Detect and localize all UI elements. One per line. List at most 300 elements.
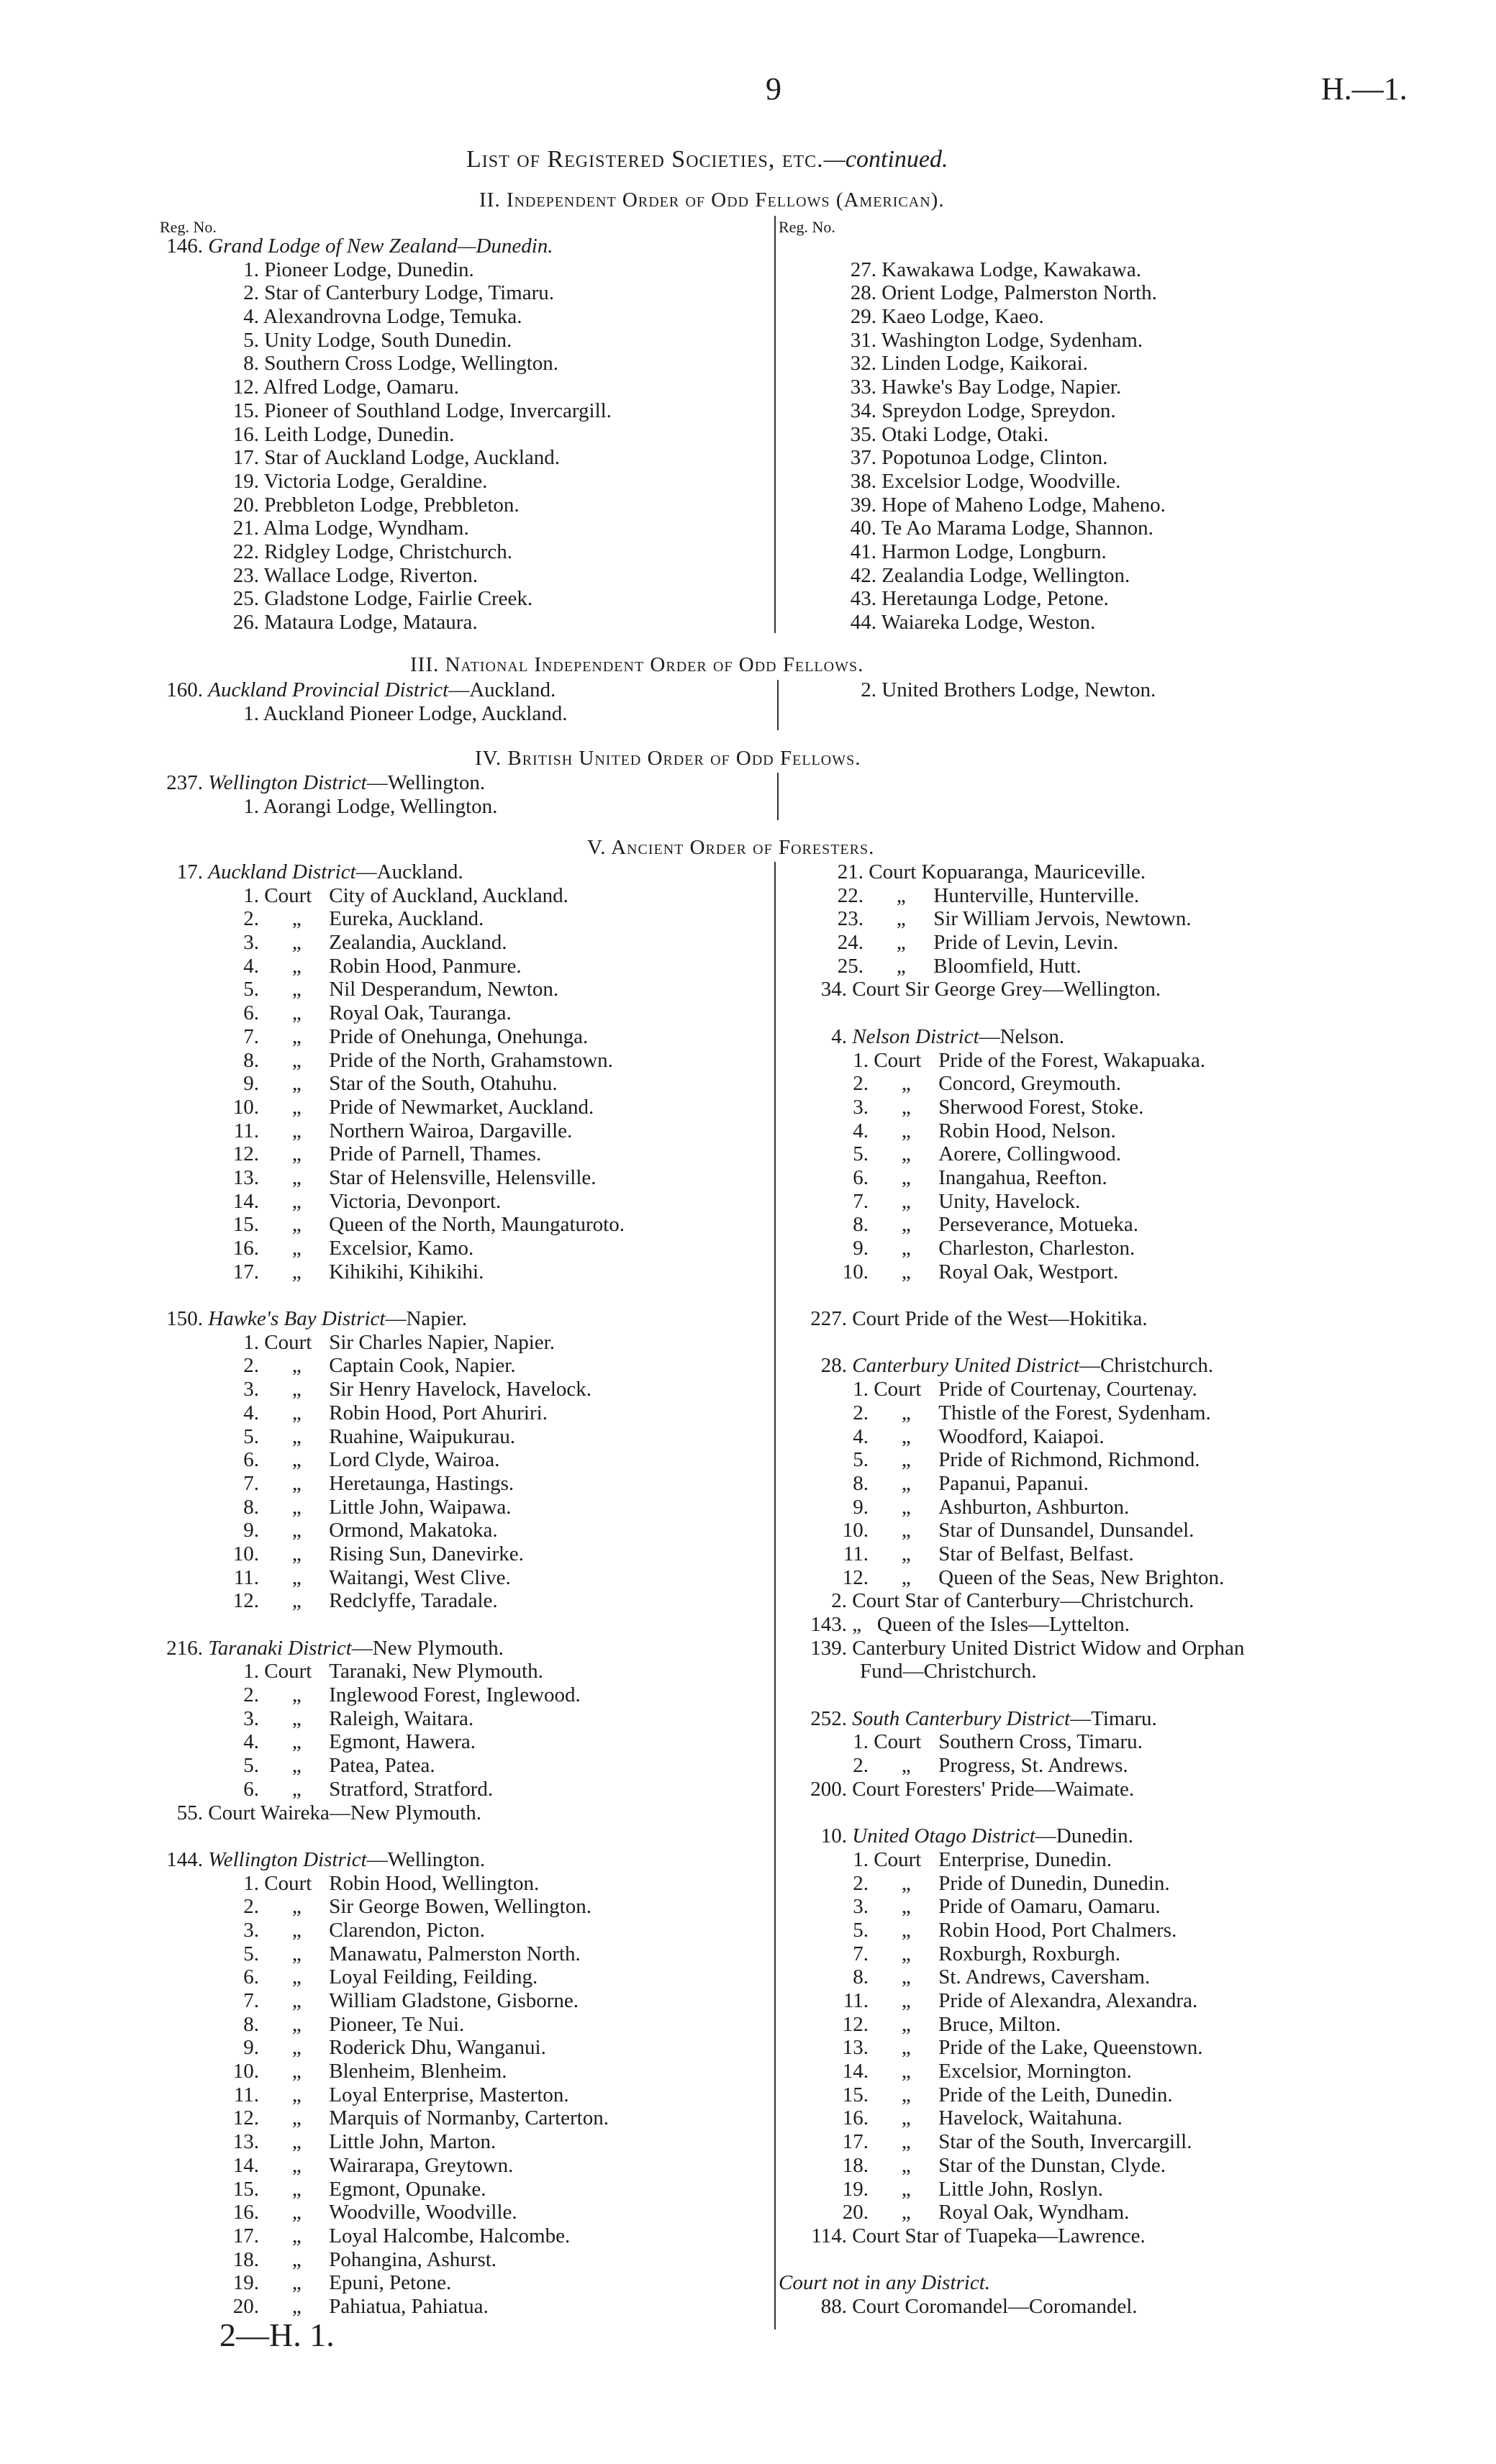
- court-name: Southern Cross, Timaru.: [938, 1730, 1143, 1754]
- reg-number: 10.: [842, 1519, 869, 1542]
- list-item: [826, 281, 1166, 305]
- list-item: [826, 540, 1166, 564]
- court-item: [160, 1401, 625, 1425]
- reg-number: 8.: [243, 1495, 259, 1519]
- section-5-left-column: [160, 860, 625, 2319]
- lodge-name: Zealandia Lodge, Wellington.: [881, 563, 1130, 587]
- reg-number: 31.: [850, 328, 876, 352]
- reg-number: 237.: [166, 771, 203, 794]
- court-name: Sir William Jervois, Newtown.: [933, 907, 1192, 931]
- court-name: Clarendon, Picton.: [329, 1918, 485, 1942]
- reg-number: 11.: [233, 1565, 259, 1589]
- court-item: [160, 1472, 625, 1496]
- district-line: [779, 1025, 1244, 1049]
- lodge-name: Kaeo Lodge, Kaeo.: [881, 305, 1044, 329]
- court-name: Court Pride of the West—Hokitika.: [852, 1307, 1148, 1331]
- lodge-line: [160, 305, 612, 329]
- court-item: [160, 1378, 625, 1401]
- court-item: [779, 2083, 1244, 2107]
- list-item: [779, 978, 1244, 1001]
- reg-number: 14.: [232, 1189, 259, 1213]
- reg-number: 1.: [243, 701, 259, 725]
- reg-number: 227.: [810, 1307, 847, 1331]
- lodge-line: [160, 795, 497, 819]
- ditto-mark: „: [901, 1448, 911, 1472]
- ditto-mark: „: [291, 1730, 302, 1754]
- court-name: Rising Sun, Danevirke.: [329, 1542, 524, 1565]
- reg-number: 28.: [820, 1354, 847, 1378]
- reg-number: 5.: [853, 1142, 869, 1166]
- reg-number: 1.: [243, 1660, 259, 1683]
- lodge-line: [160, 494, 612, 517]
- lodge-line: [160, 564, 612, 588]
- court-item: [160, 1895, 625, 1919]
- list-item: [779, 1637, 1244, 1660]
- list-item: [826, 611, 1166, 635]
- court-item: [779, 1213, 1244, 1237]
- court-item: [160, 1049, 625, 1073]
- court-name: William Gladstone, Gisborne.: [329, 1989, 579, 2012]
- reg-number: 6.: [243, 1448, 259, 1472]
- court-name: Little John, Marton.: [329, 2130, 497, 2154]
- lodge-line: [160, 611, 612, 635]
- district-line: [160, 860, 625, 884]
- reg-number: 146.: [166, 235, 203, 258]
- court-word: Court: [264, 1871, 312, 1895]
- reg-number: 37.: [850, 446, 876, 470]
- court-item: [160, 1754, 625, 1778]
- court-name: Court Coromandel—Coromandel.: [852, 2294, 1138, 2318]
- list-item: [826, 376, 1166, 399]
- lodge-name: Southern Cross Lodge, Wellington.: [264, 352, 558, 376]
- district-name: Nelson District: [852, 1024, 979, 1048]
- court-item: [160, 1260, 625, 1284]
- court-name: Star of the South, Otahuhu.: [329, 1072, 558, 1096]
- court-item: [160, 1354, 625, 1378]
- court-name: Pride of Onehunga, Onehunga.: [329, 1024, 589, 1048]
- reg-number: 22.: [837, 883, 863, 907]
- court-name: Heretaunga, Hastings.: [329, 1471, 514, 1495]
- reg-number: 4.: [831, 1024, 847, 1048]
- ditto-mark: „: [901, 1942, 911, 1965]
- reg-number: 2.: [243, 907, 259, 931]
- court-item: [160, 1119, 625, 1143]
- court-word: Court: [264, 1660, 312, 1683]
- ditto-mark: „: [901, 1424, 911, 1448]
- reg-number: 10.: [842, 1260, 869, 1283]
- court-name: Havelock, Waitahuna.: [938, 2106, 1123, 2130]
- grand-lodge-name: Grand Lodge of New Zealand—Dunedin.: [208, 235, 553, 258]
- lodge-name: Linden Lodge, Kaikorai.: [881, 352, 1088, 376]
- court-name: Zealandia, Auckland.: [329, 931, 507, 955]
- reg-number: 34.: [850, 399, 876, 422]
- court-name: Little John, Waipawa.: [329, 1495, 512, 1519]
- reg-number: 23.: [837, 907, 863, 931]
- reg-number: 1.: [853, 1048, 869, 1072]
- ditto-mark: „: [291, 1048, 302, 1072]
- court-item: [779, 860, 1244, 884]
- court-item: [160, 2130, 625, 2154]
- list-item: [779, 2295, 1244, 2319]
- continuation-line: Fund—Christchurch.: [860, 1660, 1037, 1683]
- list-item: [826, 517, 1166, 540]
- ditto-mark: „: [901, 1119, 911, 1142]
- court-name: Star of Helensville, Helensville.: [329, 1165, 597, 1189]
- court-item: [160, 2154, 625, 2178]
- reg-number: 26.: [232, 611, 259, 634]
- court-name: Pride of Dunedin, Dunedin.: [938, 1871, 1170, 1895]
- reg-number: 9.: [853, 1237, 869, 1260]
- reg-number: 8.: [243, 1048, 259, 1072]
- ditto-mark: „: [901, 1213, 911, 1237]
- reg-number: 8.: [243, 2012, 259, 2036]
- lodge-line: [160, 470, 612, 494]
- reg-number: 1.: [853, 1847, 869, 1871]
- court-name: Star of Belfast, Belfast.: [938, 1542, 1134, 1565]
- reg-number: 3.: [853, 1095, 869, 1119]
- court-word: Court: [874, 1847, 922, 1871]
- reg-number: 2.: [861, 678, 876, 701]
- lodge-name: Excelsior Lodge, Woodville.: [881, 469, 1121, 493]
- reg-number: 44.: [850, 611, 876, 634]
- district-name: Wellington District: [208, 771, 367, 794]
- court-item: [160, 2013, 625, 2037]
- court-item: [160, 2224, 625, 2248]
- ditto-mark: „: [901, 1565, 911, 1589]
- district-name: Hawke's Bay District: [208, 1307, 386, 1331]
- reg-number: 1.: [243, 258, 259, 281]
- section-3-right: [826, 678, 1156, 702]
- reg-number: 10.: [820, 1824, 847, 1848]
- reg-no-label-left: Reg. No.: [160, 218, 217, 236]
- list-item: [826, 352, 1166, 376]
- spacer: [779, 2248, 1244, 2272]
- court-item: [779, 884, 1244, 908]
- reg-number: 2.: [243, 1683, 259, 1707]
- court-item: [779, 2130, 1244, 2154]
- court-name: Sir Henry Havelock, Havelock.: [329, 1378, 592, 1401]
- lodge-name: Unity Lodge, South Dunedin.: [264, 328, 512, 352]
- court-name: Papanui, Papanui.: [938, 1471, 1089, 1495]
- district-line: [779, 1354, 1244, 1378]
- ditto-mark: „: [896, 883, 906, 907]
- reg-number: 15.: [232, 1213, 259, 1237]
- section-3-left: [160, 678, 567, 725]
- column-divider: [777, 680, 779, 730]
- reg-number: 11.: [843, 1542, 869, 1565]
- reg-number: 4.: [853, 1119, 869, 1142]
- district-town: —Wellington.: [366, 771, 486, 794]
- reg-number: 114.: [811, 2224, 847, 2247]
- list-item: [826, 329, 1166, 353]
- reg-number: 5.: [243, 1754, 259, 1778]
- ditto-mark: „: [901, 1965, 911, 1989]
- ditto-mark: „: [291, 907, 302, 931]
- court-item: [779, 1072, 1244, 1096]
- court-item: [779, 1496, 1244, 1519]
- ditto-mark: „: [291, 2224, 302, 2247]
- reg-number: 55.: [176, 1801, 203, 1824]
- court-item: [160, 1683, 625, 1707]
- court-name: „ Queen of the Isles—Lyttelton.: [852, 1613, 1130, 1636]
- court-item: [779, 1119, 1244, 1143]
- court-name: Excelsior, Kamo.: [329, 1237, 474, 1260]
- court-name: Inangahua, Reefton.: [938, 1165, 1107, 1189]
- not-in-district-text: Court not in any District.: [779, 2271, 991, 2295]
- district-name: Auckland District: [208, 860, 356, 883]
- reg-number: 144.: [166, 1847, 203, 1871]
- lodge-line: [160, 587, 612, 611]
- column-divider: [774, 862, 776, 2329]
- court-item: [779, 955, 1244, 978]
- court-item: [160, 2106, 625, 2130]
- reg-number: 27.: [850, 258, 876, 281]
- reg-number: 25.: [232, 587, 259, 611]
- district-town: —Timaru.: [1070, 1706, 1157, 1730]
- reg-number: 4.: [243, 305, 259, 329]
- lodge-name: Orient Lodge, Palmerston North.: [881, 281, 1157, 305]
- reg-number: 11.: [233, 2083, 259, 2106]
- reg-number: 11.: [233, 1119, 259, 1142]
- court-item: [779, 931, 1244, 955]
- ditto-mark: „: [901, 2012, 911, 2036]
- reg-number: 5.: [853, 1448, 869, 1472]
- court-item: [779, 1190, 1244, 1214]
- title-text: List of Registered Societies, etc.: [466, 146, 824, 173]
- court-name: Royal Oak, Wyndham.: [938, 2201, 1130, 2224]
- reg-number: 35.: [850, 422, 876, 446]
- ditto-mark: „: [896, 931, 906, 955]
- reg-number: 5.: [243, 978, 259, 1001]
- court-name: Inglewood Forest, Inglewood.: [329, 1683, 581, 1707]
- ditto-mark: „: [901, 2083, 911, 2106]
- court-name: Taranaki, New Plymouth.: [329, 1660, 543, 1683]
- court-item: [160, 1942, 625, 1966]
- district-line: [160, 1637, 625, 1660]
- court-item: [160, 1096, 625, 1119]
- reg-number: 5.: [243, 328, 259, 352]
- ditto-mark: „: [901, 1471, 911, 1495]
- section-heading-4: IV. British United Order of Odd Fellows.: [475, 747, 861, 770]
- reg-number: 2.: [831, 1589, 847, 1613]
- court-item: [160, 1213, 625, 1237]
- court-item: [779, 1049, 1244, 1073]
- reg-number: 23.: [232, 563, 259, 587]
- court-name: Redclyffe, Taradale.: [329, 1589, 498, 1613]
- court-item: [779, 1472, 1244, 1496]
- court-item: [160, 2036, 625, 2060]
- court-name: Pride of Levin, Levin.: [933, 931, 1119, 955]
- ditto-mark: „: [291, 931, 302, 955]
- reg-number: 1.: [853, 1730, 869, 1754]
- ditto-mark: „: [901, 1260, 911, 1283]
- reg-number: 6.: [243, 1001, 259, 1025]
- reg-number: 14.: [842, 2060, 869, 2083]
- court-name: Royal Oak, Westport.: [938, 1260, 1119, 1283]
- ditto-mark: „: [291, 1754, 302, 1778]
- court-item: [779, 907, 1244, 931]
- district-name: Canterbury United District: [852, 1354, 1080, 1378]
- reg-number: 8.: [243, 352, 259, 376]
- court-name: Robin Hood, Nelson.: [938, 1119, 1116, 1142]
- list-item: [779, 1589, 1244, 1613]
- district-name: South Canterbury District: [852, 1706, 1071, 1730]
- court-item: [779, 1965, 1244, 1989]
- lodge-line: [160, 399, 612, 423]
- court-name: Robin Hood, Port Ahuriri.: [329, 1401, 548, 1424]
- court-name: Star of the Dunstan, Clyde.: [938, 2153, 1166, 2177]
- ditto-mark: „: [291, 2083, 302, 2106]
- court-name: Pride of Alexandra, Alexandra.: [938, 1989, 1198, 2012]
- reg-number: 2.: [243, 1354, 259, 1378]
- lodge-line: [160, 446, 612, 470]
- court-name: Court Kopuaranga, Mauriceville.: [869, 860, 1146, 883]
- section-heading-2: II. Independent Order of Odd Fellows (American).: [479, 188, 945, 212]
- court-name: Ashburton, Ashburton.: [938, 1495, 1130, 1519]
- court-item: [160, 931, 625, 955]
- reg-number: 13.: [232, 2130, 259, 2154]
- ditto-mark: „: [291, 1237, 302, 1260]
- reg-number: 4.: [243, 954, 259, 978]
- ditto-mark: „: [291, 1378, 302, 1401]
- court-name: Court Foresters' Pride—Waimate.: [852, 1777, 1135, 1801]
- reg-number: 3.: [243, 931, 259, 955]
- court-item: [779, 1260, 1244, 1284]
- lodge-name: Aorangi Lodge, Wellington.: [263, 794, 498, 818]
- lodge-name: Hawke's Bay Lodge, Napier.: [881, 376, 1122, 399]
- court-name: Loyal Enterprise, Masterton.: [329, 2083, 569, 2106]
- reg-number: 40.: [850, 517, 876, 540]
- ditto-mark: „: [901, 1918, 911, 1942]
- reg-number: 150.: [166, 1307, 203, 1331]
- spacer: [160, 1283, 625, 1307]
- reg-number: 15.: [232, 399, 259, 422]
- court-item: [160, 884, 625, 908]
- court-name: Sherwood Forest, Stoke.: [938, 1095, 1144, 1119]
- reg-number: 21.: [232, 517, 259, 540]
- ditto-mark: „: [291, 2294, 302, 2318]
- district-town: —Napier.: [385, 1307, 468, 1331]
- list-item: [826, 399, 1166, 423]
- reg-number: 1.: [853, 1378, 869, 1401]
- reg-number: 16.: [842, 2106, 869, 2130]
- court-item: [160, 2178, 625, 2201]
- reg-number: 15.: [842, 2083, 869, 2106]
- reg-number: 4.: [243, 1401, 259, 1424]
- reg-number: 2.: [243, 281, 259, 305]
- court-item: [160, 1660, 625, 1683]
- ditto-mark: „: [901, 2106, 911, 2130]
- court-name: City of Auckland, Auckland.: [329, 883, 568, 907]
- court-name: Court Waireka—New Plymouth.: [208, 1801, 481, 1824]
- reg-number: 6.: [853, 1165, 869, 1189]
- reg-number: 7.: [853, 1942, 869, 1965]
- court-name: Robin Hood, Wellington.: [329, 1871, 540, 1895]
- column-divider: [774, 216, 776, 633]
- reg-number: 19.: [232, 469, 259, 493]
- ditto-mark: „: [291, 2201, 302, 2224]
- reg-number: 2.: [853, 1072, 869, 1096]
- court-name: Waitangi, West Clive.: [329, 1565, 511, 1589]
- district-town: —Dunedin.: [1035, 1824, 1133, 1848]
- reg-number: 10.: [232, 1542, 259, 1565]
- reg-number: 88.: [820, 2294, 847, 2318]
- ditto-mark: „: [901, 1142, 911, 1166]
- reg-number: 24.: [837, 931, 863, 955]
- reg-number: 9.: [243, 1072, 259, 1096]
- court-name: Progress, St. Andrews.: [938, 1754, 1128, 1778]
- ditto-mark: „: [291, 1895, 302, 1919]
- lodge-name: Popotunoa Lodge, Clinton.: [881, 446, 1108, 470]
- lodge-name: Kawakawa Lodge, Kawakawa.: [881, 258, 1141, 281]
- reg-number: 28.: [850, 281, 876, 305]
- section-5-right-column: [779, 860, 1244, 2319]
- reg-number: 4.: [243, 1730, 259, 1754]
- ditto-mark: „: [291, 1706, 302, 1730]
- court-name: Pride of the North, Grahamstown.: [329, 1048, 613, 1072]
- reg-number: 9.: [243, 2036, 259, 2060]
- section-heading-3: III. National Independent Order of Odd Fellows.: [410, 653, 864, 676]
- ditto-mark: „: [291, 1001, 302, 1025]
- ditto-mark: „: [901, 1495, 911, 1519]
- reg-number: 16.: [232, 2201, 259, 2224]
- list-item: [779, 1778, 1244, 1801]
- court-item: [160, 1025, 625, 1049]
- reg-number: 8.: [853, 1213, 869, 1237]
- ditto-mark: „: [901, 2153, 911, 2177]
- court-name: Unity, Havelock.: [938, 1189, 1081, 1213]
- court-name: St. Andrews, Caversham.: [938, 1965, 1151, 1989]
- reg-number: 1.: [243, 1330, 259, 1354]
- court-item: [779, 1566, 1244, 1590]
- court-item: [160, 1190, 625, 1214]
- reg-number: 33.: [850, 376, 876, 399]
- spacer: [826, 235, 1166, 258]
- ditto-mark: „: [901, 1165, 911, 1189]
- court-name: Excelsior, Mornington.: [938, 2060, 1132, 2083]
- reg-number: 6.: [243, 1777, 259, 1801]
- lodge-name: Auckland Pioneer Lodge, Auckland.: [263, 701, 568, 725]
- court-name: Star of Dunsandel, Dunsandel.: [938, 1519, 1194, 1542]
- lodge-name: Harmon Lodge, Longburn.: [881, 540, 1107, 563]
- reg-number: 252.: [810, 1706, 847, 1730]
- spacer: [779, 1283, 1244, 1307]
- ditto-mark: „: [901, 1401, 911, 1424]
- district-line: [779, 1707, 1244, 1731]
- reg-number: 20.: [842, 2201, 869, 2224]
- court-name: Pahiatua, Pahiatua.: [329, 2294, 489, 2318]
- reg-number: 12.: [842, 1565, 869, 1589]
- court-name: Eureka, Auckland.: [329, 907, 484, 931]
- court-name: Ruahine, Waipukurau.: [329, 1424, 516, 1448]
- court-item: [160, 2271, 625, 2295]
- court-name: Northern Wairoa, Dargaville.: [329, 1119, 573, 1142]
- court-name: Roxburgh, Roxburgh.: [938, 1942, 1120, 1965]
- court-item: [779, 1872, 1244, 1896]
- district-town: —Auckland.: [448, 678, 556, 701]
- ditto-mark: „: [291, 1989, 302, 2012]
- lodge-name: Victoria Lodge, Geraldine.: [263, 469, 488, 493]
- district-line: [160, 1307, 625, 1331]
- court-item: [779, 1519, 1244, 1542]
- court-item: [160, 1989, 625, 2013]
- lodge-line: [160, 352, 612, 376]
- reg-number: 43.: [850, 587, 876, 611]
- court-name: Sir George Bowen, Wellington.: [329, 1895, 591, 1919]
- reg-number: 7.: [243, 1024, 259, 1048]
- court-name: Kihikihi, Kihikihi.: [329, 1260, 484, 1283]
- court-name: Victoria, Devonport.: [329, 1189, 502, 1213]
